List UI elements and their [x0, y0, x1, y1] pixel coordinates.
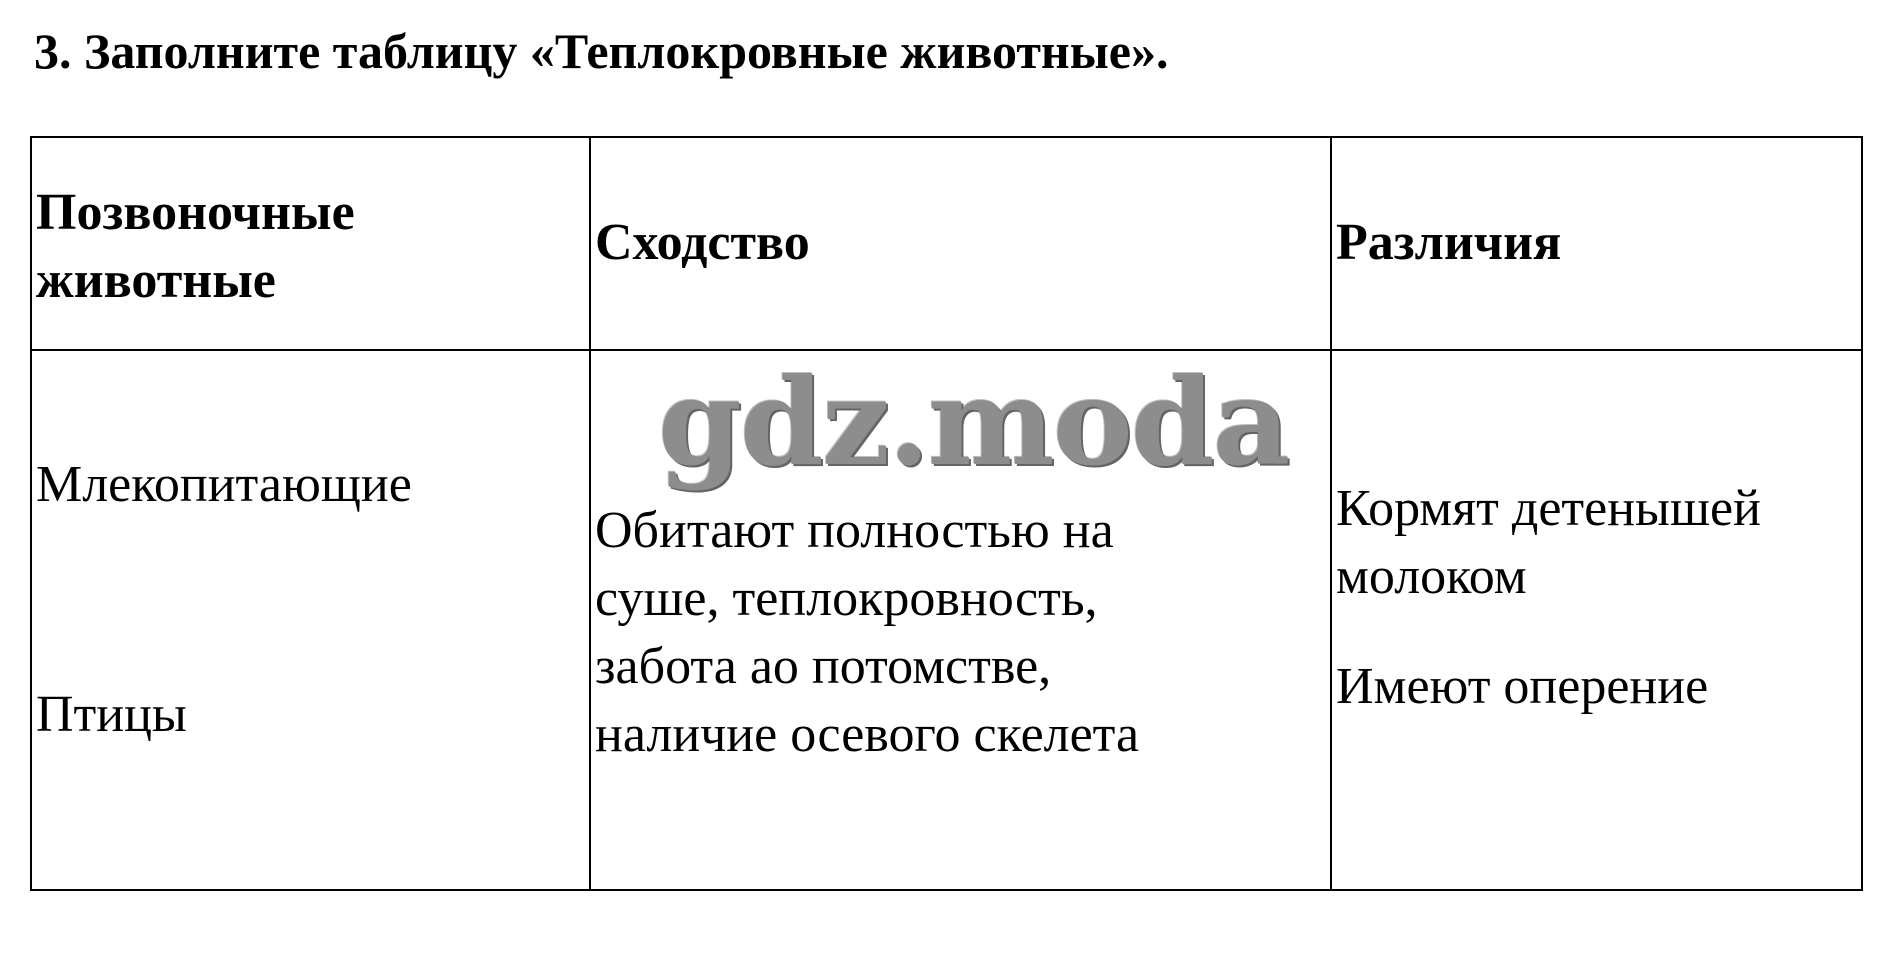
cell-differences	[1331, 350, 1862, 890]
header-cell-differences	[1331, 137, 1862, 350]
similarity-text	[595, 497, 1139, 769]
animal-mammals: Млекопитающие	[36, 456, 412, 513]
task-title: 3. Заполните таблицу «Теплокровные животные».	[34, 23, 1169, 79]
cell-similarity	[590, 350, 1331, 890]
header-vertebrates-line-2: животные	[36, 252, 276, 309]
header-cell-similarity	[590, 137, 1331, 350]
difference-mammals	[1336, 475, 1761, 611]
animal-birds: Птицы	[36, 686, 187, 743]
cell-animals	[31, 350, 590, 890]
header-vertebrates	[36, 179, 355, 315]
difference-mammals-line-2: молоком	[1336, 548, 1527, 605]
header-vertebrates-line-1: Позвоночные	[36, 184, 355, 241]
watermark-logo: gdz.moda	[658, 352, 1289, 493]
similarity-line-3: забота ао потомстве,	[595, 638, 1052, 695]
difference-birds: Имеют оперение	[1336, 658, 1709, 715]
similarity-line-4: наличие осевого скелета	[595, 706, 1140, 763]
header-cell-vertebrates	[31, 137, 590, 350]
header-similarity: Сходство	[595, 214, 810, 271]
warm-blooded-animals-table	[30, 136, 1863, 891]
similarity-line-1: Обитают полностью на	[595, 502, 1114, 559]
similarity-line-2: суше, теплокровность,	[595, 570, 1098, 627]
header-differences: Различия	[1336, 214, 1562, 271]
difference-mammals-line-1: Кормят детенышей	[1336, 480, 1761, 537]
table-row	[31, 350, 1862, 890]
table-header-row	[31, 137, 1862, 350]
